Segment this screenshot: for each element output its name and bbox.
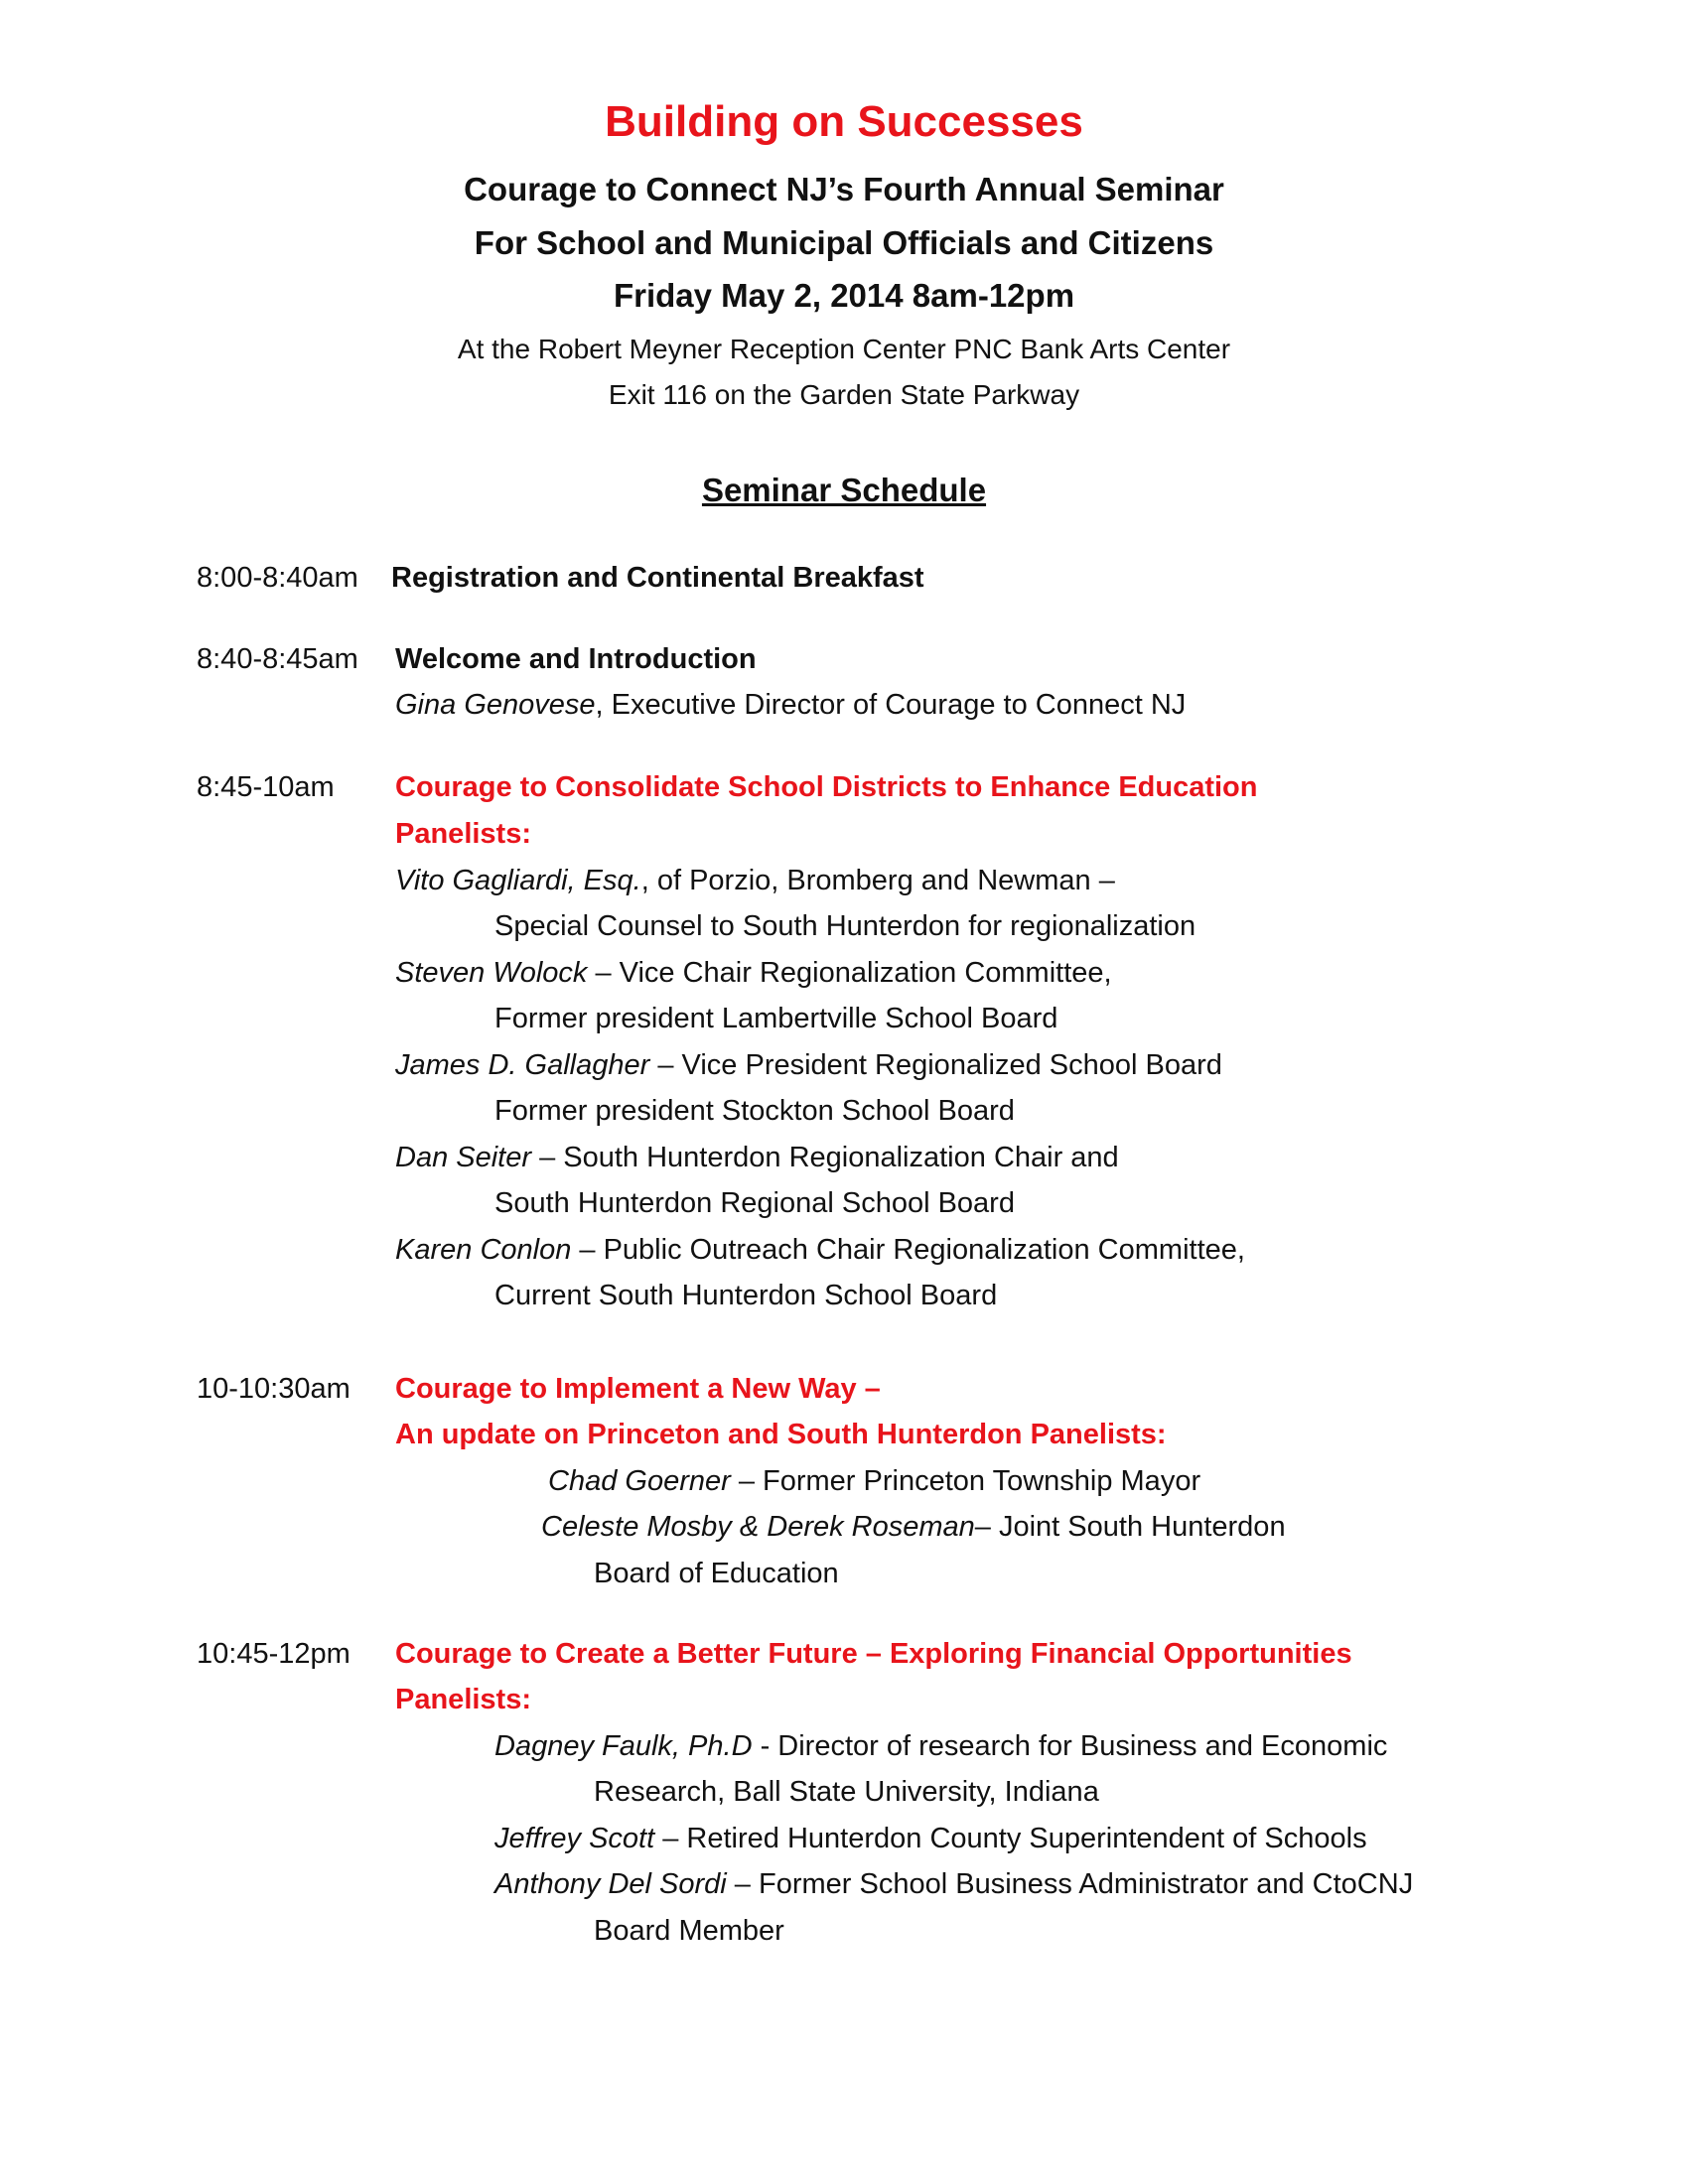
session-title: Courage to Create a Better Future – Exploring Financial Opportunities bbox=[395, 1638, 1352, 1670]
panelist-line bbox=[395, 865, 1115, 897]
panelist-line bbox=[548, 1465, 1200, 1498]
panelist-name: Dagney Faulk, Ph.D bbox=[494, 1730, 753, 1762]
panelist-desc: - Director of research for Business and Economic bbox=[752, 1730, 1388, 1762]
panelist-desc: – Joint South Hunterdon bbox=[974, 1511, 1286, 1543]
session-time: 8:40-8:45am bbox=[197, 643, 358, 675]
session-time: 8:45-10am bbox=[197, 771, 335, 803]
panelist-desc-cont: Former president Stockton School Board bbox=[494, 1095, 1015, 1127]
session-title: Courage to Implement a New Way – bbox=[395, 1373, 881, 1405]
panelist-name: Dan Seiter bbox=[395, 1142, 532, 1173]
session-time: 10:45-12pm bbox=[197, 1638, 351, 1670]
panelist-desc-cont: Board Member bbox=[594, 1915, 784, 1947]
panelist-name: Anthony Del Sordi bbox=[494, 1868, 727, 1900]
panelist-line bbox=[395, 957, 1112, 990]
panelist-desc: – Vice President Regionalized School Board bbox=[649, 1049, 1222, 1081]
panelist-name: Celeste Mosby & Derek Roseman bbox=[541, 1511, 975, 1543]
directions-line: Exit 116 on the Garden State Parkway bbox=[608, 379, 1080, 410]
panelists-label: Panelists: bbox=[395, 1684, 531, 1715]
panelists-label: Panelists: bbox=[395, 818, 531, 850]
panelist-line bbox=[395, 1142, 1119, 1174]
audience-subtitle: For School and Municipal Officials and Citizens bbox=[474, 224, 1214, 261]
panelist-desc: – Retired Hunterdon County Superintendent of Schools bbox=[654, 1823, 1367, 1854]
panelist-desc: , of Porzio, Bromberg and Newman – bbox=[640, 865, 1115, 896]
event-date: Friday May 2, 2014 8am-12pm bbox=[613, 277, 1075, 314]
panelist-line bbox=[395, 1234, 1245, 1267]
panelist-desc-cont: South Hunterdon Regional School Board bbox=[494, 1187, 1015, 1219]
panelist-name: Steven Wolock bbox=[395, 957, 588, 989]
panelist-line bbox=[494, 1823, 1367, 1855]
schedule-heading: Seminar Schedule bbox=[701, 472, 987, 508]
panelist-name: Karen Conlon bbox=[395, 1234, 572, 1266]
speaker-line bbox=[395, 689, 1186, 722]
panelist-desc: – Vice Chair Regionalization Committee, bbox=[587, 957, 1112, 989]
panelist-line bbox=[541, 1511, 1286, 1544]
session-title: Courage to Consolidate School Districts to Enhance Education bbox=[395, 771, 1258, 803]
session-time: 8:00-8:40am bbox=[197, 562, 358, 594]
panelist-desc-cont: Board of Education bbox=[594, 1558, 839, 1589]
panelist-line bbox=[395, 1049, 1222, 1082]
panelist-line bbox=[494, 1868, 1413, 1901]
panelist-name: Vito Gagliardi, Esq. bbox=[395, 865, 641, 896]
panelist-desc-cont: Former president Lambertville School Board bbox=[494, 1003, 1058, 1034]
session-title: Registration and Continental Breakfast bbox=[391, 562, 924, 594]
panelist-name: Chad Goerner bbox=[548, 1465, 731, 1497]
panelist-desc: – Public Outreach Chair Regionalization Committee, bbox=[571, 1234, 1245, 1266]
panelist-line bbox=[494, 1730, 1387, 1763]
panelist-name: James D. Gallagher bbox=[395, 1049, 650, 1081]
panelist-desc: – South Hunterdon Regionalization Chair and bbox=[531, 1142, 1119, 1173]
panelist-desc: – Former School Business Administrator and CtoCNJ bbox=[726, 1868, 1414, 1900]
page-title: Building on Successes bbox=[605, 97, 1083, 146]
speaker-name: Gina Genovese bbox=[395, 689, 596, 721]
panelist-desc: – Former Princeton Township Mayor bbox=[730, 1465, 1201, 1497]
venue-line: At the Robert Meyner Reception Center PNC Bank Arts Center bbox=[457, 334, 1231, 364]
panelist-name: Jeffrey Scott bbox=[494, 1823, 655, 1854]
session-title: Welcome and Introduction bbox=[395, 643, 757, 675]
session-time: 10-10:30am bbox=[197, 1373, 351, 1405]
session-subtitle: An update on Princeton and South Hunterdon Panelists: bbox=[395, 1419, 1167, 1450]
panelist-desc-cont: Current South Hunterdon School Board bbox=[494, 1280, 998, 1311]
panelist-desc-cont: Special Counsel to South Hunterdon for regionalization bbox=[494, 910, 1196, 942]
seminar-subtitle: Courage to Connect NJ’s Fourth Annual Seminar bbox=[464, 171, 1224, 207]
speaker-desc: , Executive Director of Courage to Connect NJ bbox=[595, 689, 1187, 721]
panelist-desc-cont: Research, Ball State University, Indiana bbox=[594, 1776, 1099, 1808]
